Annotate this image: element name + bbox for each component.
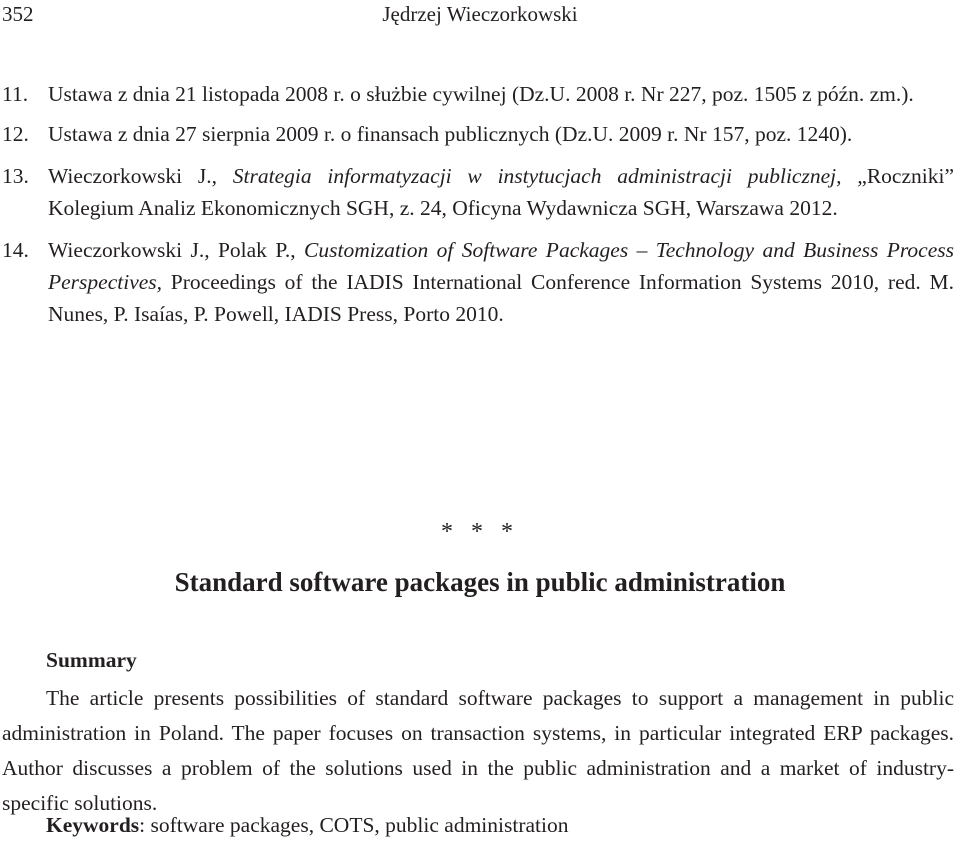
section-separator: * * * [441,519,519,545]
reference-title: Strategia informatyzacji w instytucjach administracji publicznej, [232,164,842,188]
running-head: Jędrzej Wieczorkowski [382,2,578,26]
page-header [0,0,960,32]
reference-item [2,160,954,224]
page-number: 352 [2,2,34,26]
reference-authors: Wieczorkowski J., Polak P., [48,238,296,262]
reference-item [2,234,954,330]
reference-number: 14. [2,238,29,262]
reference-text: Ustawa z dnia 21 listopada 2008 r. o służbie cywilnej (Dz.U. 2008 r. Nr 227, poz. 1505 z późn. zm.). [48,82,914,106]
reference-title: Customization of Software Packages – Technology and Business Process Perspectives, [48,238,954,294]
reference-details: „Roczniki” Kolegium Analiz Ekonomicznych SGH, z. 24, Oficyna Wydawnicza SGH, Warszawa 2012. [48,164,955,220]
reference-item [2,118,954,150]
reference-authors: Wieczorkowski J., [48,164,217,188]
reference-number: 13. [2,164,29,188]
keywords-line [46,813,568,838]
article-title: Standard software packages in public administration [174,567,786,597]
reference-list [2,78,954,330]
reference-text: Ustawa z dnia 27 sierpnia 2009 r. o finansach publicznych (Dz.U. 2009 r. Nr 157, poz. 1240). [48,122,853,146]
summary-heading: Summary [46,648,137,672]
keywords-label: Keywords [46,813,140,837]
reference-item [2,78,954,110]
reference-details: Proceedings of the IADIS International Conference Information Systems 2010, red. M. Nunes, P. Isaías, P. Powell, IADIS Press, Porto 2010. [48,270,954,326]
reference-number: 11. [2,82,29,106]
reference-number: 12. [2,122,29,146]
keywords-text: : software packages, COTS, public administration [139,813,569,837]
summary-text: The article presents possibilities of standard software packages to support a management in public administration in Poland. The paper focuses on transaction systems, in particular integrated ERP packages. Author discusses a problem of the solutions used in the public administration and a market of industry-specific solutions. [2,686,954,815]
